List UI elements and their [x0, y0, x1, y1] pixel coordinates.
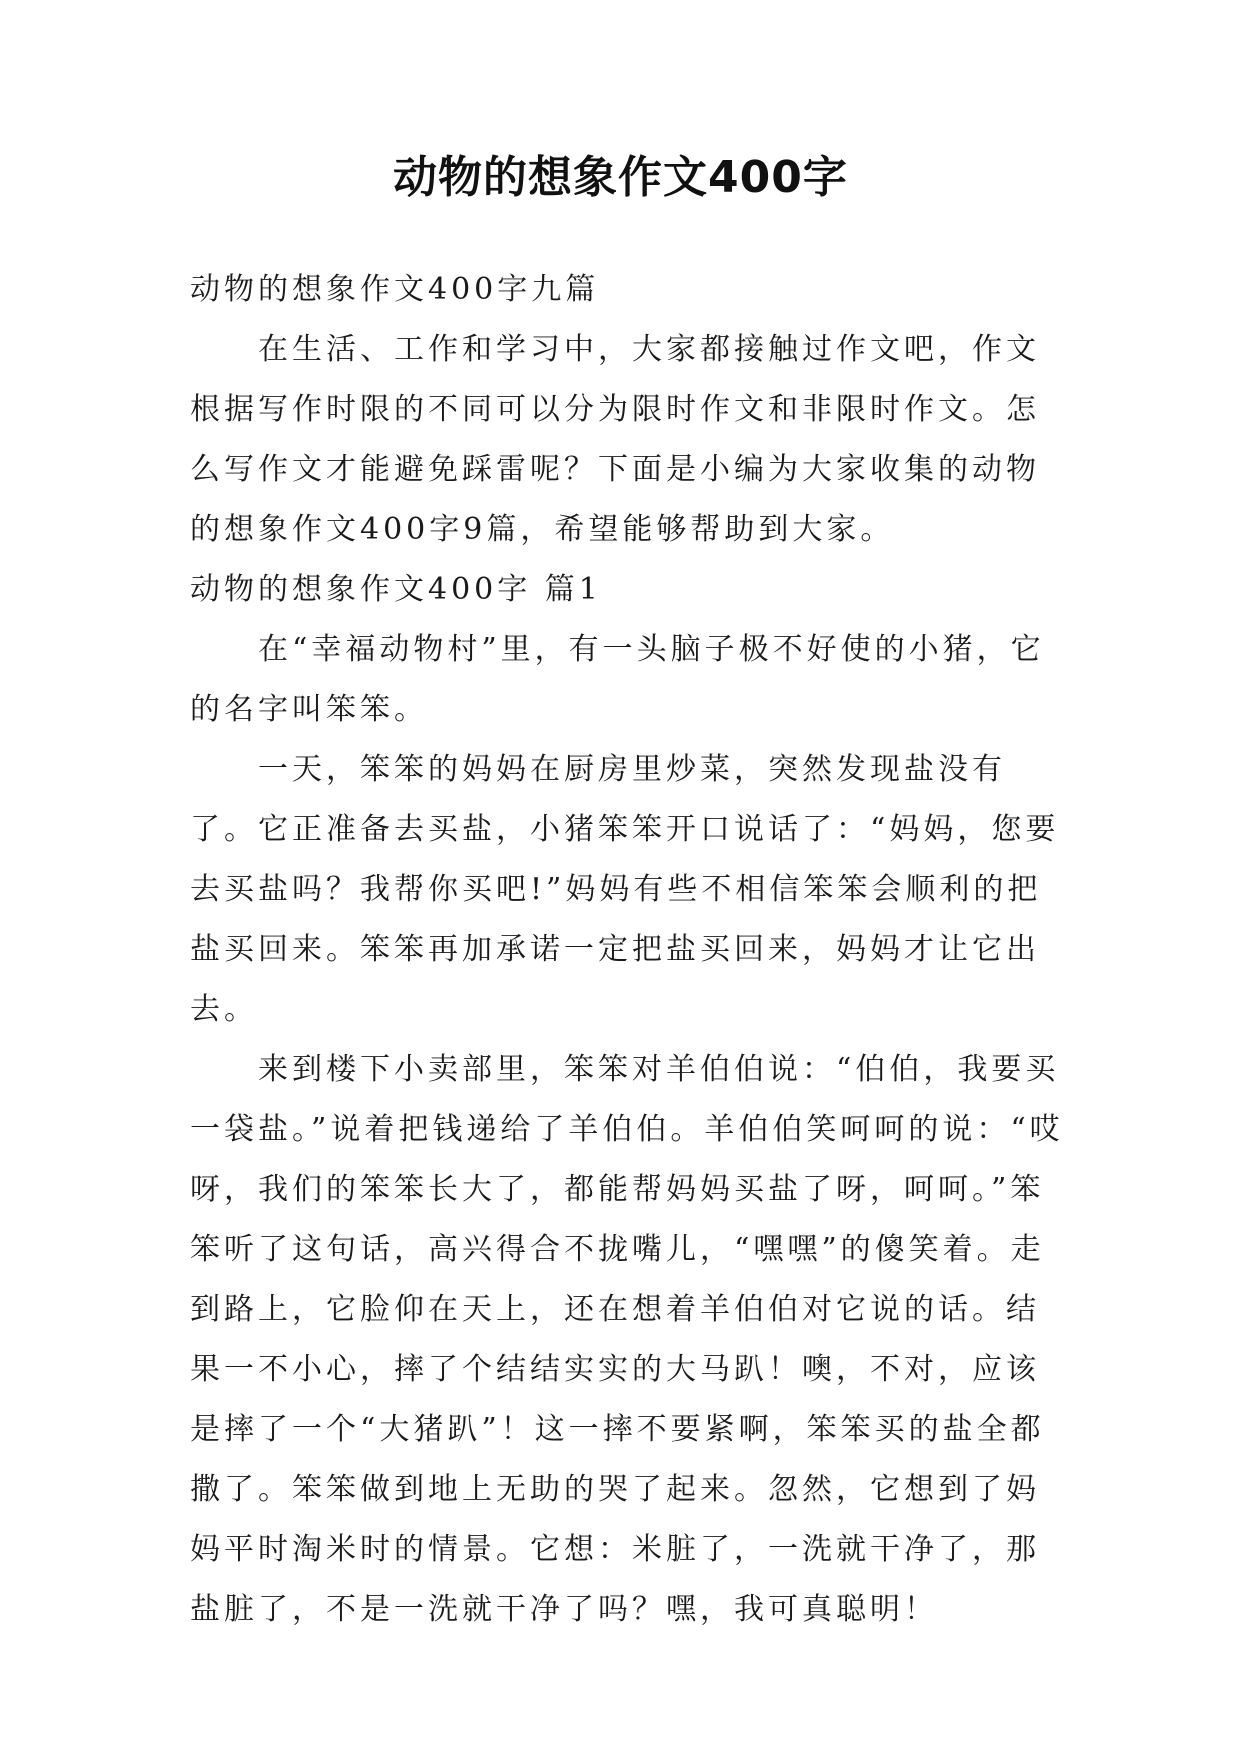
document-title: 动物的想象作文400字 [393, 152, 848, 203]
intro-paragraph: 在生活、工作和学习中，大家都接触过作文吧，作文根据写作时限的不同可以分为限时作文和非限时作文。怎么写作文才能避免踩雷呢？下面是小编为大家收集的动物的想象作文400字9篇，希望能够帮助到大家。 [190, 332, 1040, 547]
document-body [190, 260, 1070, 1640]
body-paragraph: 来到楼下小卖部里，笨笨对羊伯伯说：“伯伯，我要买一袋盐。”说着把钱递给了羊伯伯。羊伯伯笑呵呵的说：“哎呀，我们的笨笨长大了，都能帮妈妈买盐了呀，呵呵。”笨笨听了这句话，高兴得合不拢嘴儿，“嘿嘿”的傻笑着。走到路上，它脸仰在天上，还在想着羊伯伯对它说的话。结果一不小心，摔了个结结实实的大马趴！噢，不对，应该是摔了一个“大猪趴”！这一摔不要紧啊，笨笨买的盐全都撒了。笨笨做到地上无助的哭了起来。忽然，它想到了妈妈平时淘米时的情景。它想：米脏了，一洗就干净了，那盐脏了，不是一洗就干净了吗？嘿，我可真聪明！ [190, 1052, 1064, 1627]
section-heading: 动物的想象作文400字 篇1 [190, 572, 602, 607]
collection-heading: 动物的想象作文400字九篇 [190, 272, 600, 307]
body-paragraph: 在“幸福动物村”里，有一头脑子极不好使的小猪，它的名字叫笨笨。 [190, 632, 1045, 727]
body-paragraph: 一天，笨笨的妈妈在厨房里炒菜，突然发现盐没有了。它正准备去买盐，小猪笨笨开口说话了：“妈妈，您要去买盐吗？我帮你买吧!”妈妈有些不相信笨笨会顺利的把盐买回来。笨笨再加承诺一定把盐买回来，妈妈才让它出去。 [190, 752, 1060, 1027]
